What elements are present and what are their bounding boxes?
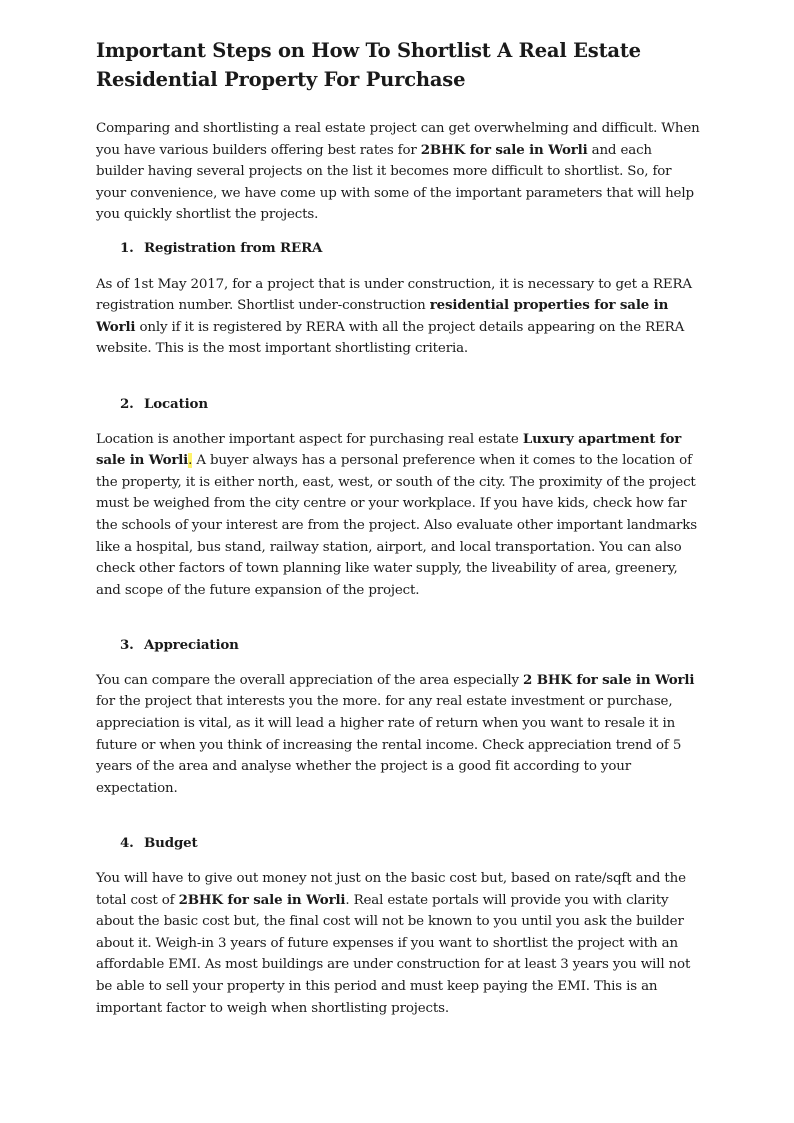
section-paragraph-location bbox=[96, 429, 702, 602]
paragraph-keyword: residential properties for sale in Worli bbox=[96, 297, 669, 335]
section-paragraph-rera bbox=[96, 274, 702, 360]
paragraph-keyword: 2BHK for sale in Worli bbox=[178, 891, 346, 908]
paragraph-text: . Real estate portals will provide you with clarity about the basic cost but, the final cost will not be known to you until you ask the builder about it. Weigh-in 3 years of future expenses if you want to shortlist the project with an affordable EMI. As most buildings are under construction for at least 3 years you will not be able to sell your property in this period and must keep paying the EMI. This is an important factor to weigh when shortlisting projects. bbox=[96, 892, 691, 1016]
paragraph-text: only if it is registered by RERA with all the project details appearing on the RERA website. This is the most important shortlisting criteria. bbox=[96, 319, 685, 357]
paragraph-text: for the project that interests you the more. for any real estate investment or purchase, appreciation is vital, as it will lead a higher rate of return when you want to resale it in future or when you think of increasing the rental income. Check appreciation trend of 5 years of the area and analyse whether the project is a good fit according to your expectation. bbox=[96, 694, 682, 796]
section-paragraph-budget bbox=[96, 868, 702, 1019]
title-line-1: Important Steps on How To Shortlist A Real Estate bbox=[96, 39, 641, 62]
intro-text-2: and each builder having several projects on the list it becomes more difficult to shortlist. So, for your convenience, we have come up with some of the important parameters that will help you quickly shortlist the projects. bbox=[96, 142, 694, 223]
paragraph-text: You will have to give out money not just on the basic cost but, based on rate/sqft and the total cost of bbox=[96, 871, 686, 908]
section-title: Registration from RERA bbox=[144, 239, 323, 256]
section-title: Location bbox=[144, 395, 208, 412]
paragraph-text: As of 1st May 2017, for a project that is under construction, it is necessary to get a RERA registration number. Shortlist under-construction bbox=[96, 276, 692, 314]
section-heading-location bbox=[96, 394, 702, 416]
section-heading-budget bbox=[96, 833, 702, 855]
section-title: Budget bbox=[144, 835, 198, 852]
paragraph-text: Location is another important aspect for purchasing real estate bbox=[96, 431, 523, 447]
paragraph-text: A buyer always has a personal preference when it comes to the location of the property, it is either north, east, west, or south of the city. The proximity of the project must be weighed from the city centre or your workplace. If you have kids, check how far the schools of your interest are from the project. Also evaluate other important landmarks like a hospital, bus stand, railway station, airport, and local transportation. You can also check other factors of town planning like water supply, the liveability of area, greenery, and scope of the future expansion of the project. bbox=[96, 453, 697, 598]
paragraph-text: You can compare the overall appreciation of the area especially bbox=[96, 672, 524, 688]
section-heading-rera bbox=[96, 238, 702, 260]
document-page bbox=[96, 36, 702, 1019]
section-number: 2. bbox=[120, 395, 134, 412]
section-number: 4. bbox=[120, 835, 134, 852]
intro-text-1: Comparing and shortlisting a real estate project can get overwhelming and difficult. When you have various builders offering best rates for bbox=[96, 121, 700, 158]
document-title bbox=[96, 36, 702, 94]
intro-paragraph bbox=[96, 118, 702, 226]
section-number: 3. bbox=[120, 637, 134, 654]
section-paragraph-appreciation bbox=[96, 670, 702, 800]
title-line-2: Residential Property For Purchase bbox=[96, 68, 466, 91]
highlighted-period: . bbox=[188, 453, 193, 469]
paragraph-keyword: 2 BHK for sale in Worli bbox=[523, 671, 695, 688]
section-number: 1. bbox=[120, 239, 134, 256]
intro-keyword: 2BHK for sale in Worli bbox=[420, 141, 588, 158]
section-heading-appreciation bbox=[96, 635, 702, 657]
paragraph-keyword: Luxury apartment for sale in Worli bbox=[96, 430, 682, 469]
section-title: Appreciation bbox=[144, 637, 239, 654]
